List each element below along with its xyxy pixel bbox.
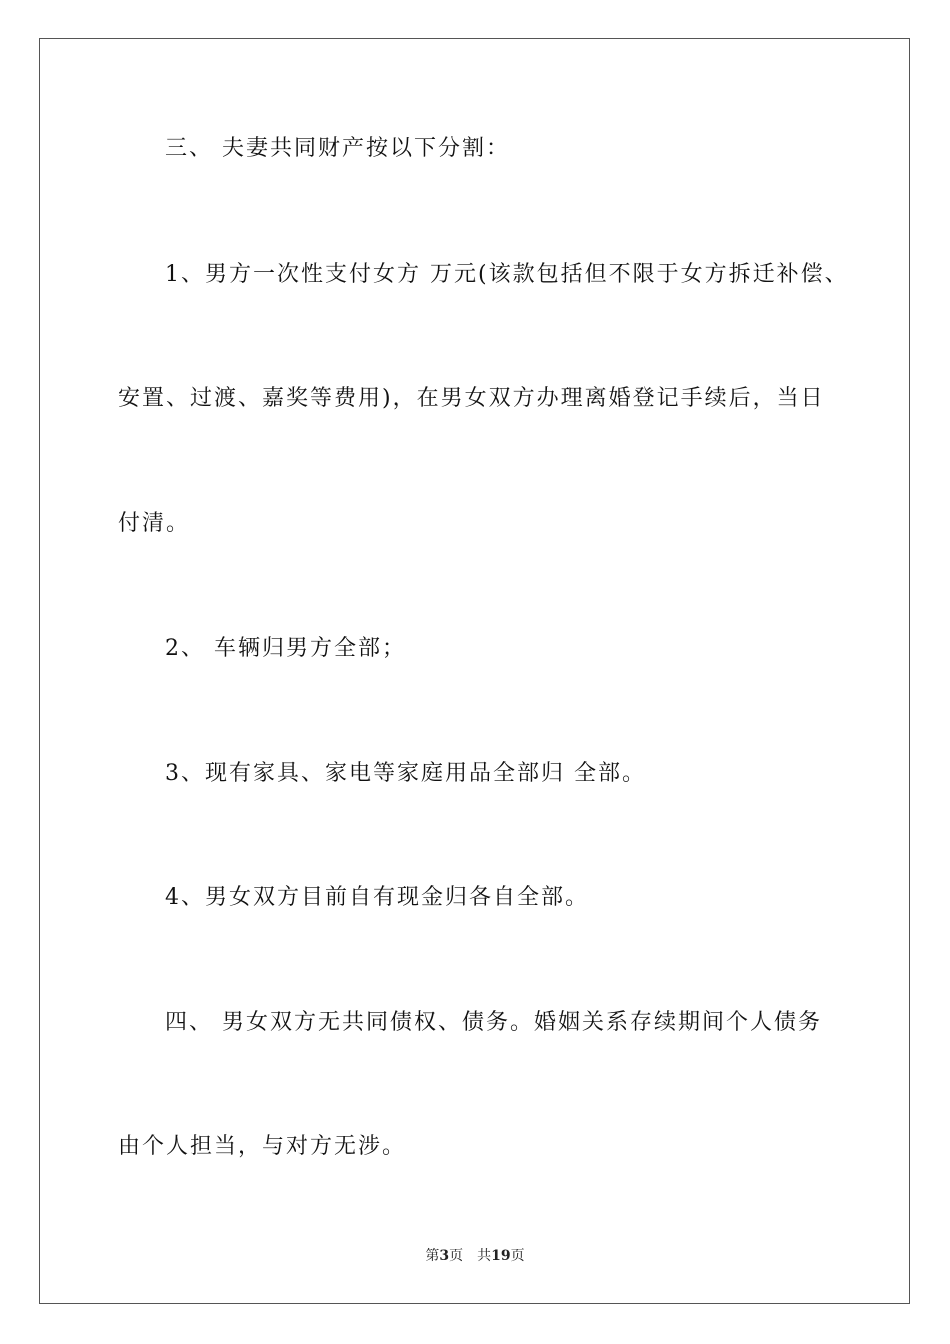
page-suffix: 页 — [449, 1248, 464, 1264]
section-four-line-2: 由个人担当，与对方无涉。 — [118, 1134, 407, 1159]
page-footer — [0, 1246, 950, 1266]
item-1-line-1: 1、男方一次性支付女方 万元(该款包括但不限于女方拆迁补偿、 — [165, 262, 849, 287]
total-suffix: 页 — [510, 1248, 525, 1264]
page-prefix: 第 — [425, 1248, 440, 1264]
total-pages: 19 — [491, 1248, 511, 1264]
page-border — [39, 38, 910, 1304]
item-1-line-2: 安置、过渡、嘉奖等费用)，在男女双方办理离婚登记手续后，当日 — [118, 386, 825, 411]
section-four-line-1: 四、 男女双方无共同债权、债务。婚姻关系存续期间个人债务 — [165, 1010, 822, 1035]
item-2: 2、 车辆归男方全部； — [165, 636, 406, 661]
page-number: 3 — [439, 1248, 450, 1264]
item-3: 3、现有家具、家电等家庭用品全部归 全部。 — [165, 761, 646, 786]
section-three-heading: 三、 夫妻共同财产按以下分割： — [165, 136, 510, 161]
item-1-line-3: 付清。 — [118, 511, 191, 536]
total-prefix: 共 — [477, 1248, 492, 1264]
item-4: 4、男女双方目前自有现金归各自全部。 — [165, 885, 589, 910]
